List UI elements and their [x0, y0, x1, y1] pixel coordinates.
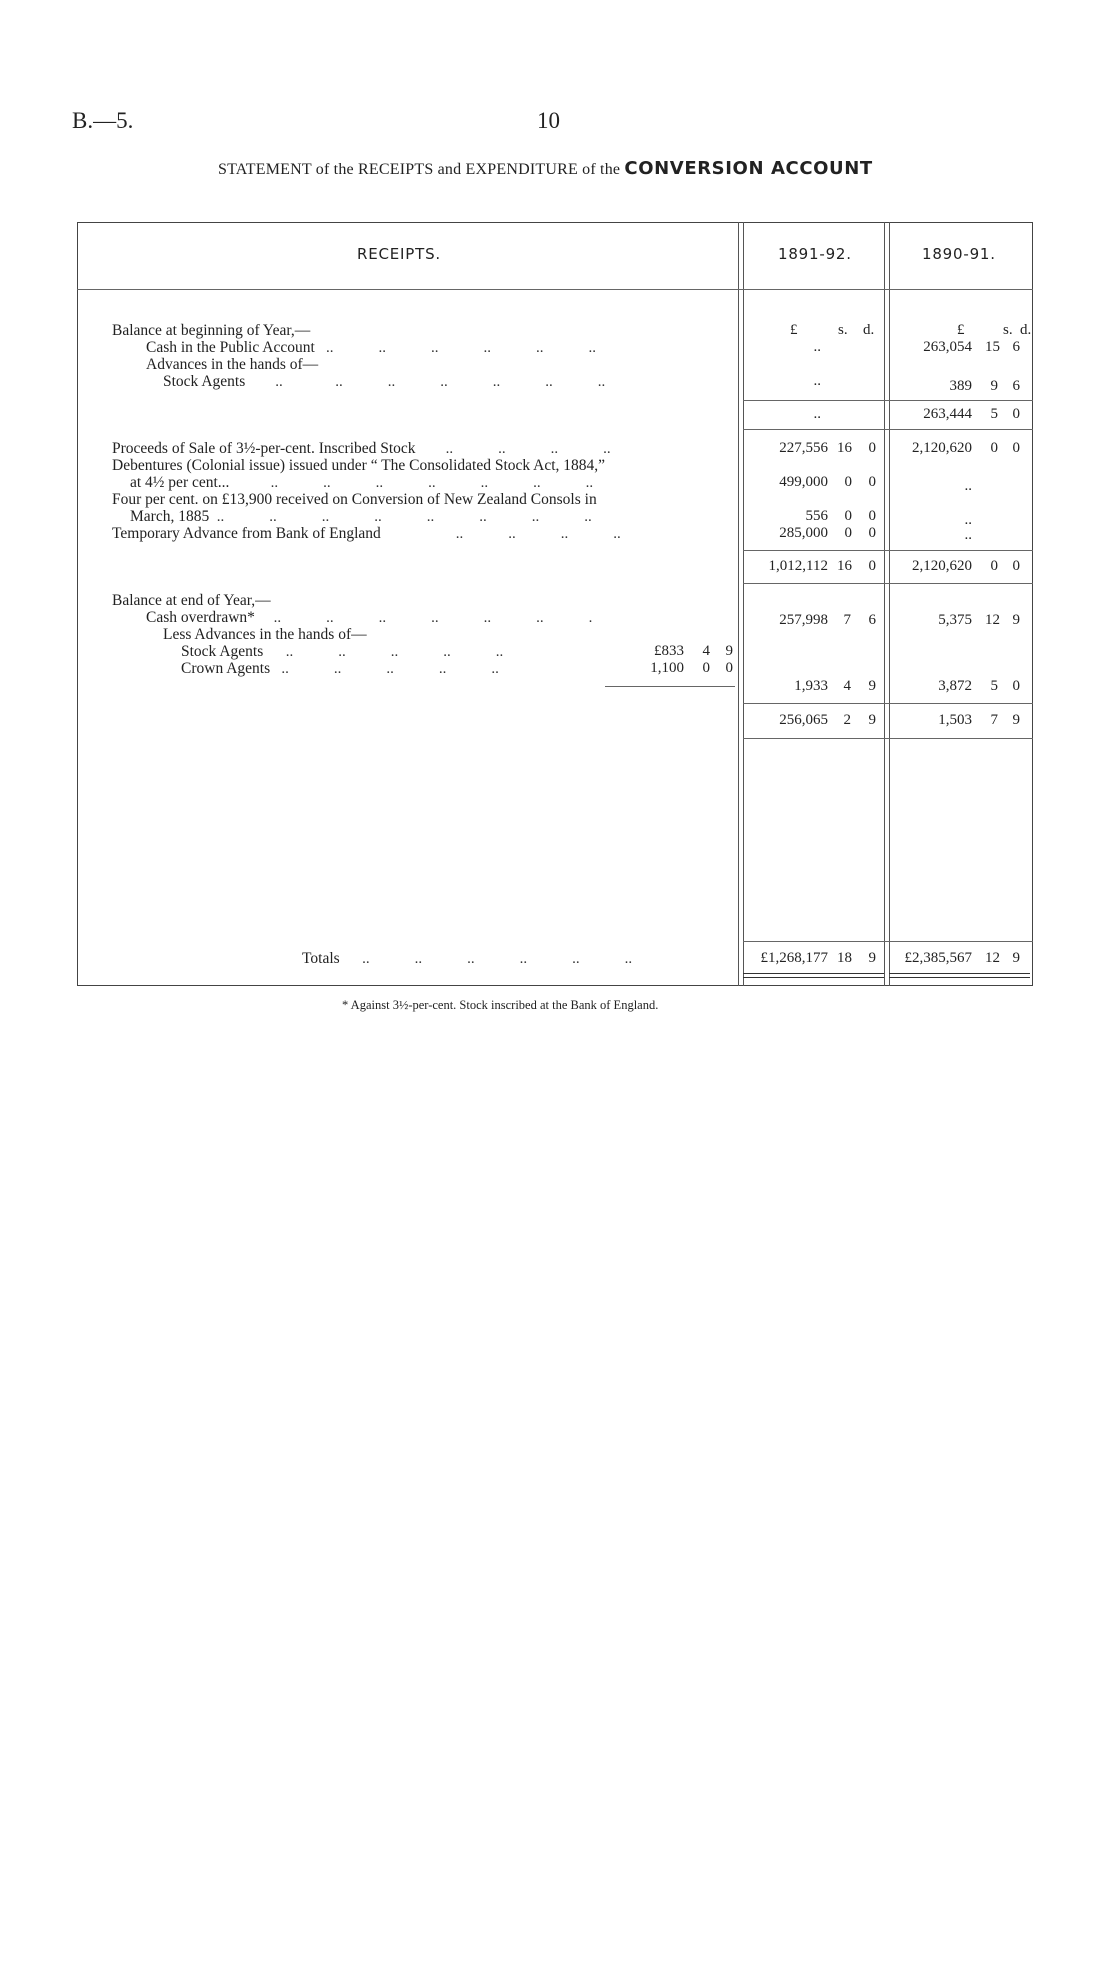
- header-rule: [77, 289, 1033, 290]
- stock-agents-1890-pounds: 389: [949, 378, 972, 394]
- less-advances-1891-pence: 9: [868, 678, 876, 694]
- unit-shillings-2: s.: [1003, 322, 1013, 338]
- stock-agents-2-pence: 9: [725, 643, 733, 659]
- page-number: 10: [537, 108, 560, 133]
- subtotal2-1890-pounds: 2,120,620: [912, 558, 972, 574]
- less-advances-label: Less Advances in the hands of—: [163, 626, 367, 643]
- balance-end-label: Balance at end of Year,—: [112, 592, 271, 609]
- subtotal3-1890-pence: 9: [1012, 712, 1020, 728]
- cash-public-account-label: Cash in the Public Account .. .. .. .. .. ..: [146, 339, 597, 356]
- proceeds-1891-pence: 0: [868, 440, 876, 456]
- subtotal2-rule: [743, 550, 1033, 551]
- totals-double-rule-1891: [743, 973, 884, 978]
- cash-overdrawn-1890-pounds: 5,375: [938, 612, 972, 628]
- document-reference: B.—5.: [72, 108, 134, 133]
- proceeds-1890-pounds: 2,120,620: [912, 440, 972, 456]
- subtotal1-1890-pence: 0: [1012, 406, 1020, 422]
- subtotal3-rule: [743, 703, 1033, 704]
- totals-1890-pounds: £2,385,567: [904, 950, 972, 966]
- proceeds-1891-pounds: 227,556: [779, 440, 828, 456]
- subtotal3-1891-shillings: 2: [843, 712, 851, 728]
- proceeds-label: Proceeds of Sale of 3½-per-cent. Inscribed Stock .. .. .. ..: [112, 440, 611, 457]
- stock-agents-2-shillings: 4: [702, 643, 710, 659]
- four-percent-label-2: March, 1885 .. .. .. .. .. .. .. ..: [130, 508, 592, 525]
- crown-agents-text: Crown Agents: [181, 660, 271, 677]
- temp-advance-1891-pounds: 285,000: [779, 525, 828, 541]
- column-divider-2b: [889, 222, 890, 986]
- cash-overdrawn-text: Cash overdrawn*: [146, 609, 255, 626]
- four-percent-1890: ..: [964, 512, 972, 528]
- debentures-1891-shillings: 0: [844, 474, 852, 490]
- temp-advance-1891-shillings: 0: [844, 525, 852, 541]
- title-prefix: STATEMENT of the RECEIPTS and EXPENDITURE of the: [218, 161, 621, 178]
- stock-agents-2-label: Stock Agents .. .. .. .. ..: [181, 643, 504, 660]
- stock-agents-label: Stock Agents .. .. .. .. .. .. ..: [163, 373, 606, 390]
- totals-1891-pounds: £1,268,177: [760, 950, 828, 966]
- subtotal2-1891-pence: 0: [868, 558, 876, 574]
- proceeds-text: Proceeds of Sale of 3½-per-cent. Inscribed Stock: [112, 440, 416, 457]
- cash-overdrawn-label: Cash overdrawn* .. .. .. .. .. .. .: [146, 609, 593, 626]
- totals-text: Totals: [302, 950, 340, 967]
- four-percent-label-1: Four per cent. on £13,900 received on Conversion of New Zealand Consols in: [112, 491, 597, 508]
- cash-public-1890-pence: 6: [1012, 339, 1020, 355]
- stock-agents-text: Stock Agents: [163, 373, 246, 390]
- crown-agents-shillings: 0: [702, 660, 710, 676]
- totals-1891-shillings: 18: [837, 950, 852, 966]
- title-account-name: CONVERSION ACCOUNT: [624, 158, 873, 179]
- stock-agents-2-pounds: £833: [654, 643, 684, 659]
- subtotal2-1890-shillings: 0: [990, 558, 998, 574]
- less-advances-1890-shillings: 5: [990, 678, 998, 694]
- column-divider-1b: [743, 222, 744, 986]
- crown-agents-label: Crown Agents .. .. .. .. ..: [181, 660, 499, 677]
- cash-overdrawn-1891-shillings: 7: [843, 612, 851, 628]
- stock-agents-1891: ..: [813, 373, 821, 389]
- less-advances-1890-pence: 0: [1012, 678, 1020, 694]
- less-advances-1891-pounds: 1,933: [794, 678, 828, 694]
- totals-double-rule-1890: [889, 973, 1030, 978]
- temp-advance-1890: ..: [964, 527, 972, 543]
- four-percent-1891-pence: 0: [868, 508, 876, 524]
- totals-1890-pence: 9: [1012, 950, 1020, 966]
- crown-agents-pounds: 1,100: [650, 660, 684, 676]
- proceeds-1891-shillings: 16: [837, 440, 852, 456]
- less-advances-1890-pounds: 3,872: [938, 678, 972, 694]
- stock-agents-1890-shillings: 9: [990, 378, 998, 394]
- totals-1891-pence: 9: [868, 950, 876, 966]
- cash-public-account-text: Cash in the Public Account: [146, 339, 315, 356]
- less-advances-1891-shillings: 4: [843, 678, 851, 694]
- unit-pence-2: d.: [1020, 322, 1032, 338]
- stock-agents-1890-pence: 6: [1012, 378, 1020, 394]
- cash-overdrawn-1890-pence: 9: [1012, 612, 1020, 628]
- subtotal1-bottom-rule: [743, 429, 1033, 430]
- inner-sum-rule: [605, 686, 735, 687]
- totals-top-rule: [743, 941, 1033, 942]
- temp-advance-text: Temporary Advance from Bank of England: [112, 525, 381, 542]
- footnote: * Against 3½-per-cent. Stock inscribed at the Bank of England.: [342, 998, 659, 1012]
- debentures-label-2: at 4½ per cent... .. .. .. .. .. .. ..: [130, 474, 594, 491]
- cash-public-1890-shillings: 15: [985, 339, 1000, 355]
- subtotal3-1890-pounds: 1,503: [938, 712, 972, 728]
- statement-title: [218, 158, 873, 179]
- cash-public-1891: ..: [813, 339, 821, 355]
- balance-beginning-label: Balance at beginning of Year,—: [112, 322, 311, 339]
- subtotal3-bottom-rule: [743, 738, 1033, 739]
- proceeds-1890-pence: 0: [1012, 440, 1020, 456]
- cash-overdrawn-1891-pounds: 257,998: [779, 612, 828, 628]
- unit-pence-1: d.: [863, 322, 875, 338]
- four-percent-1891-pounds: 556: [805, 508, 828, 524]
- totals-label: Totals .. .. .. .. .. ..: [302, 950, 633, 967]
- temp-advance-label: Temporary Advance from Bank of England .. .. .. ..: [112, 525, 621, 542]
- temp-advance-1891-pence: 0: [868, 525, 876, 541]
- subtotal1-1890-shillings: 5: [990, 406, 998, 422]
- totals-1890-shillings: 12: [985, 950, 1000, 966]
- debentures-1890: ..: [964, 478, 972, 494]
- debentures-1891-pounds: 499,000: [779, 474, 828, 490]
- advances-hands-label: Advances in the hands of—: [146, 356, 319, 373]
- unit-shillings-1: s.: [838, 322, 848, 338]
- stock-agents-2-text: Stock Agents: [181, 643, 264, 660]
- unit-pounds-2: £: [957, 322, 965, 338]
- subtotal2-1891-shillings: 16: [837, 558, 852, 574]
- subtotal3-1891-pence: 9: [868, 712, 876, 728]
- column-divider-1: [738, 222, 739, 986]
- column-divider-2: [884, 222, 885, 986]
- debentures-1891-pence: 0: [868, 474, 876, 490]
- four-percent-1891-shillings: 0: [844, 508, 852, 524]
- subtotal3-1891-pounds: 256,065: [779, 712, 828, 728]
- year-1891-header: 1891-92.: [778, 245, 852, 263]
- unit-pounds-1: £: [790, 322, 798, 338]
- subtotal1-1890-pounds: 263,444: [923, 406, 972, 422]
- year-1890-header: 1890-91.: [922, 245, 996, 263]
- crown-agents-pence: 0: [725, 660, 733, 676]
- debentures-text-2: at 4½ per cent...: [130, 474, 230, 491]
- subtotal3-1890-shillings: 7: [990, 712, 998, 728]
- receipts-column-header: RECEIPTS.: [357, 245, 441, 263]
- proceeds-1890-shillings: 0: [990, 440, 998, 456]
- debentures-label-1: Debentures (Colonial issue) issued under “ The Consolidated Stock Act, 1884,”: [112, 457, 606, 474]
- subtotal2-1891-pounds: 1,012,112: [768, 558, 828, 574]
- subtotal1-1891: ..: [813, 406, 821, 422]
- subtotal2-bottom-rule: [743, 583, 1033, 584]
- subtotal2-1890-pence: 0: [1012, 558, 1020, 574]
- cash-public-1890-pounds: 263,054: [923, 339, 972, 355]
- cash-overdrawn-1891-pence: 6: [868, 612, 876, 628]
- four-percent-text-2: March, 1885: [130, 508, 210, 525]
- cash-overdrawn-1890-shillings: 12: [985, 612, 1000, 628]
- subtotal1-rule: [743, 400, 1033, 401]
